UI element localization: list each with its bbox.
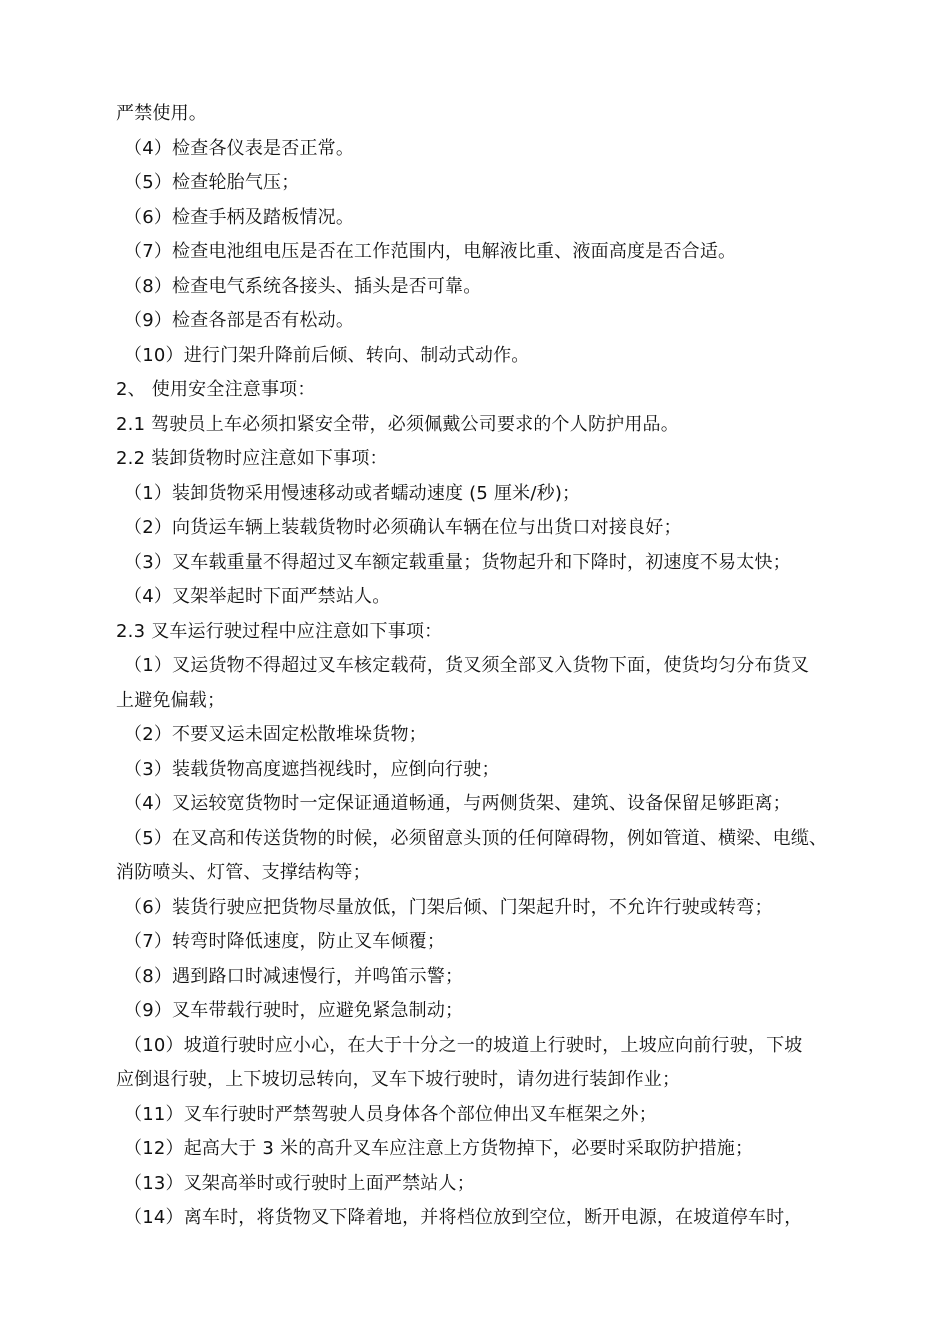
text-line: （13）叉架高举时或行驶时上面严禁站人； — [124, 1172, 475, 1194]
text-line: （5）在叉高和传送货物的时候，必须留意头顶的任何障碍物，例如管道、横梁、电缆、 — [124, 827, 828, 849]
text-line: （3）叉车载重量不得超过叉车额定载重量；货物起升和下降时，初速度不易太快； — [124, 551, 791, 573]
text-line: 消防喷头、灯管、支撑结构等； — [116, 862, 371, 883]
document-body — [116, 97, 856, 1236]
text-line: 上避免偏载； — [116, 689, 226, 711]
text-line: （12）起高大于 3 米的高升叉车应注意上方货物掉下，必要时采取防护措施； — [124, 1138, 754, 1159]
text-line: 2.2 装卸货物时应注意如下事项： — [116, 448, 388, 469]
text-line: （6）装货行驶应把货物尽量放低，门架后倾、门架起升时，不允许行驶或转弯； — [124, 896, 773, 918]
text-line: （10）进行门架升降前后倾、转向、制动式动作。 — [124, 344, 530, 366]
text-line: （4）检查各仪表是否正常。 — [124, 137, 355, 159]
text-line: （1）叉运货物不得超过叉车核定载荷，货叉须全部叉入货物下面，使货均匀分布货叉 — [124, 655, 810, 676]
text-line: （4）叉架举起时下面严禁站人。 — [124, 586, 391, 607]
text-line: （7）转弯时降低速度，防止叉车倾覆； — [124, 931, 446, 952]
text-line: （8）检查电气系统各接头、插头是否可靠。 — [124, 275, 482, 297]
text-line: （2）不要叉运未固定松散堆垛货物； — [124, 724, 427, 745]
text-line: （9）叉车带载行驶时，应避免紧急制动； — [124, 1000, 464, 1021]
text-line: 应倒退行驶，上下坡切忌转向，叉车下坡行驶时，请勿进行装卸作业； — [116, 1069, 681, 1090]
text-line: （9）检查各部是否有松动。 — [124, 310, 355, 331]
text-line: （8）遇到路口时减速慢行，并鸣笛示警； — [124, 965, 464, 987]
text-line: （4）叉运较宽货物时一定保证通道畅通，与两侧货架、建筑、设备保留足够距离； — [124, 793, 791, 814]
text-line: （11）叉车行驶时严禁驾驶人员身体各个部位伸出叉车框架之外； — [124, 1103, 657, 1125]
text-line: 2、 使用安全注意事项： — [116, 379, 316, 400]
text-line: （10）坡道行驶时应小心，在大于十分之一的坡道上行驶时，上坡应向前行驶，下坡 — [124, 1034, 803, 1056]
text-line: （14）离车时，将货物叉下降着地，并将档位放到空位，断开电源，在坡道停车时， — [124, 1207, 803, 1228]
text-line: （1）装卸货物采用慢速移动或者蠕动速度 (5 厘米/秒)； — [124, 482, 581, 504]
text-line: 严禁使用。 — [116, 103, 207, 124]
text-line: 2.3 叉车运行驶过程中应注意如下事项： — [116, 620, 443, 642]
text-line: 2.1 驾驶员上车必须扣紧安全带，必须佩戴公司要求的个人防护用品。 — [116, 413, 679, 435]
text-line: （2）向货运车辆上装载货物时必须确认车辆在位与出货口对接良好； — [124, 517, 682, 538]
text-line: （7）检查电池组电压是否在工作范围内，电解液比重、液面高度是否合适。 — [124, 241, 737, 262]
text-line: （6）检查手柄及踏板情况。 — [124, 206, 355, 228]
text-line: （5）检查轮胎气压； — [124, 172, 300, 193]
text-line: （3）装载货物高度遮挡视线时，应倒向行驶； — [124, 758, 500, 780]
